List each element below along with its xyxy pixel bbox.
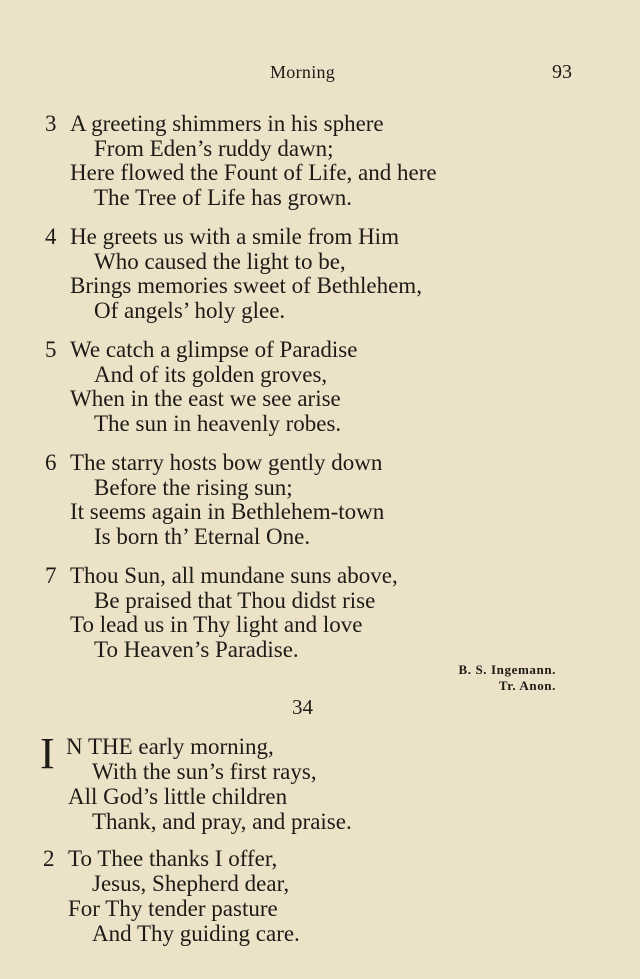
translator-credit: Tr. Anon.	[498, 678, 556, 693]
verse-line: And Thy guiding care.	[92, 921, 300, 946]
hymn-number: 34	[292, 695, 313, 719]
verse-line: The sun in heavenly robes.	[94, 411, 342, 436]
verse-line: N THE early morning,	[66, 734, 274, 759]
verse-line: Thank, and pray, and praise.	[92, 809, 352, 834]
verse-line: Before the rising sun;	[94, 475, 293, 500]
verse-line: He greets us with a smile from Him	[70, 224, 399, 249]
verse-line: For Thy tender pasture	[68, 896, 278, 921]
verse-line: Is born th’ Eternal One.	[94, 524, 311, 549]
verse-line: To lead us in Thy light and love	[70, 612, 363, 637]
stanza-number: 3	[45, 111, 57, 136]
verse-line: All God’s little children	[68, 784, 288, 809]
verse-line: Jesus, Shepherd dear,	[92, 871, 290, 896]
stanza-number: 7	[45, 563, 57, 588]
stanza-number: 6	[45, 450, 57, 475]
verse-line: And of its golden groves,	[94, 362, 328, 387]
verse-line: From Eden’s ruddy dawn;	[94, 136, 334, 161]
verse-line: Brings memories sweet of Bethlehem,	[70, 273, 422, 298]
verse-line: To Thee thanks I offer,	[68, 846, 278, 871]
verse-line: With the sun’s first rays,	[92, 759, 317, 784]
verse-line: Of angels’ holy glee.	[94, 298, 286, 323]
verse-line: We catch a glimpse of Paradise	[70, 337, 358, 362]
verse-line: A greeting shimmers in his sphere	[70, 111, 384, 136]
header-title: Morning	[270, 62, 336, 82]
author-credit: B. S. Ingemann.	[458, 662, 556, 677]
verse-line: Thou Sun, all mundane suns above,	[70, 563, 398, 588]
verse-line: It seems again in Bethlehem-town	[70, 499, 385, 524]
verse-line: The Tree of Life has grown.	[94, 185, 353, 210]
verse-line: The starry hosts bow gently down	[70, 450, 383, 475]
verse-line: To Heaven’s Paradise.	[94, 637, 299, 662]
verse-line: Here flowed the Fount of Life, and here	[70, 160, 437, 185]
page-number: 93	[552, 61, 572, 83]
verse-line: Be praised that Thou didst rise	[94, 588, 376, 613]
stanza-number: 2	[43, 846, 55, 871]
verse-line: Who caused the light to be,	[94, 249, 346, 274]
stanza-number: 5	[45, 337, 57, 362]
stanza-number: 4	[45, 224, 57, 249]
verse-line: When in the east we see arise	[70, 386, 341, 411]
drop-cap: I	[40, 729, 55, 778]
